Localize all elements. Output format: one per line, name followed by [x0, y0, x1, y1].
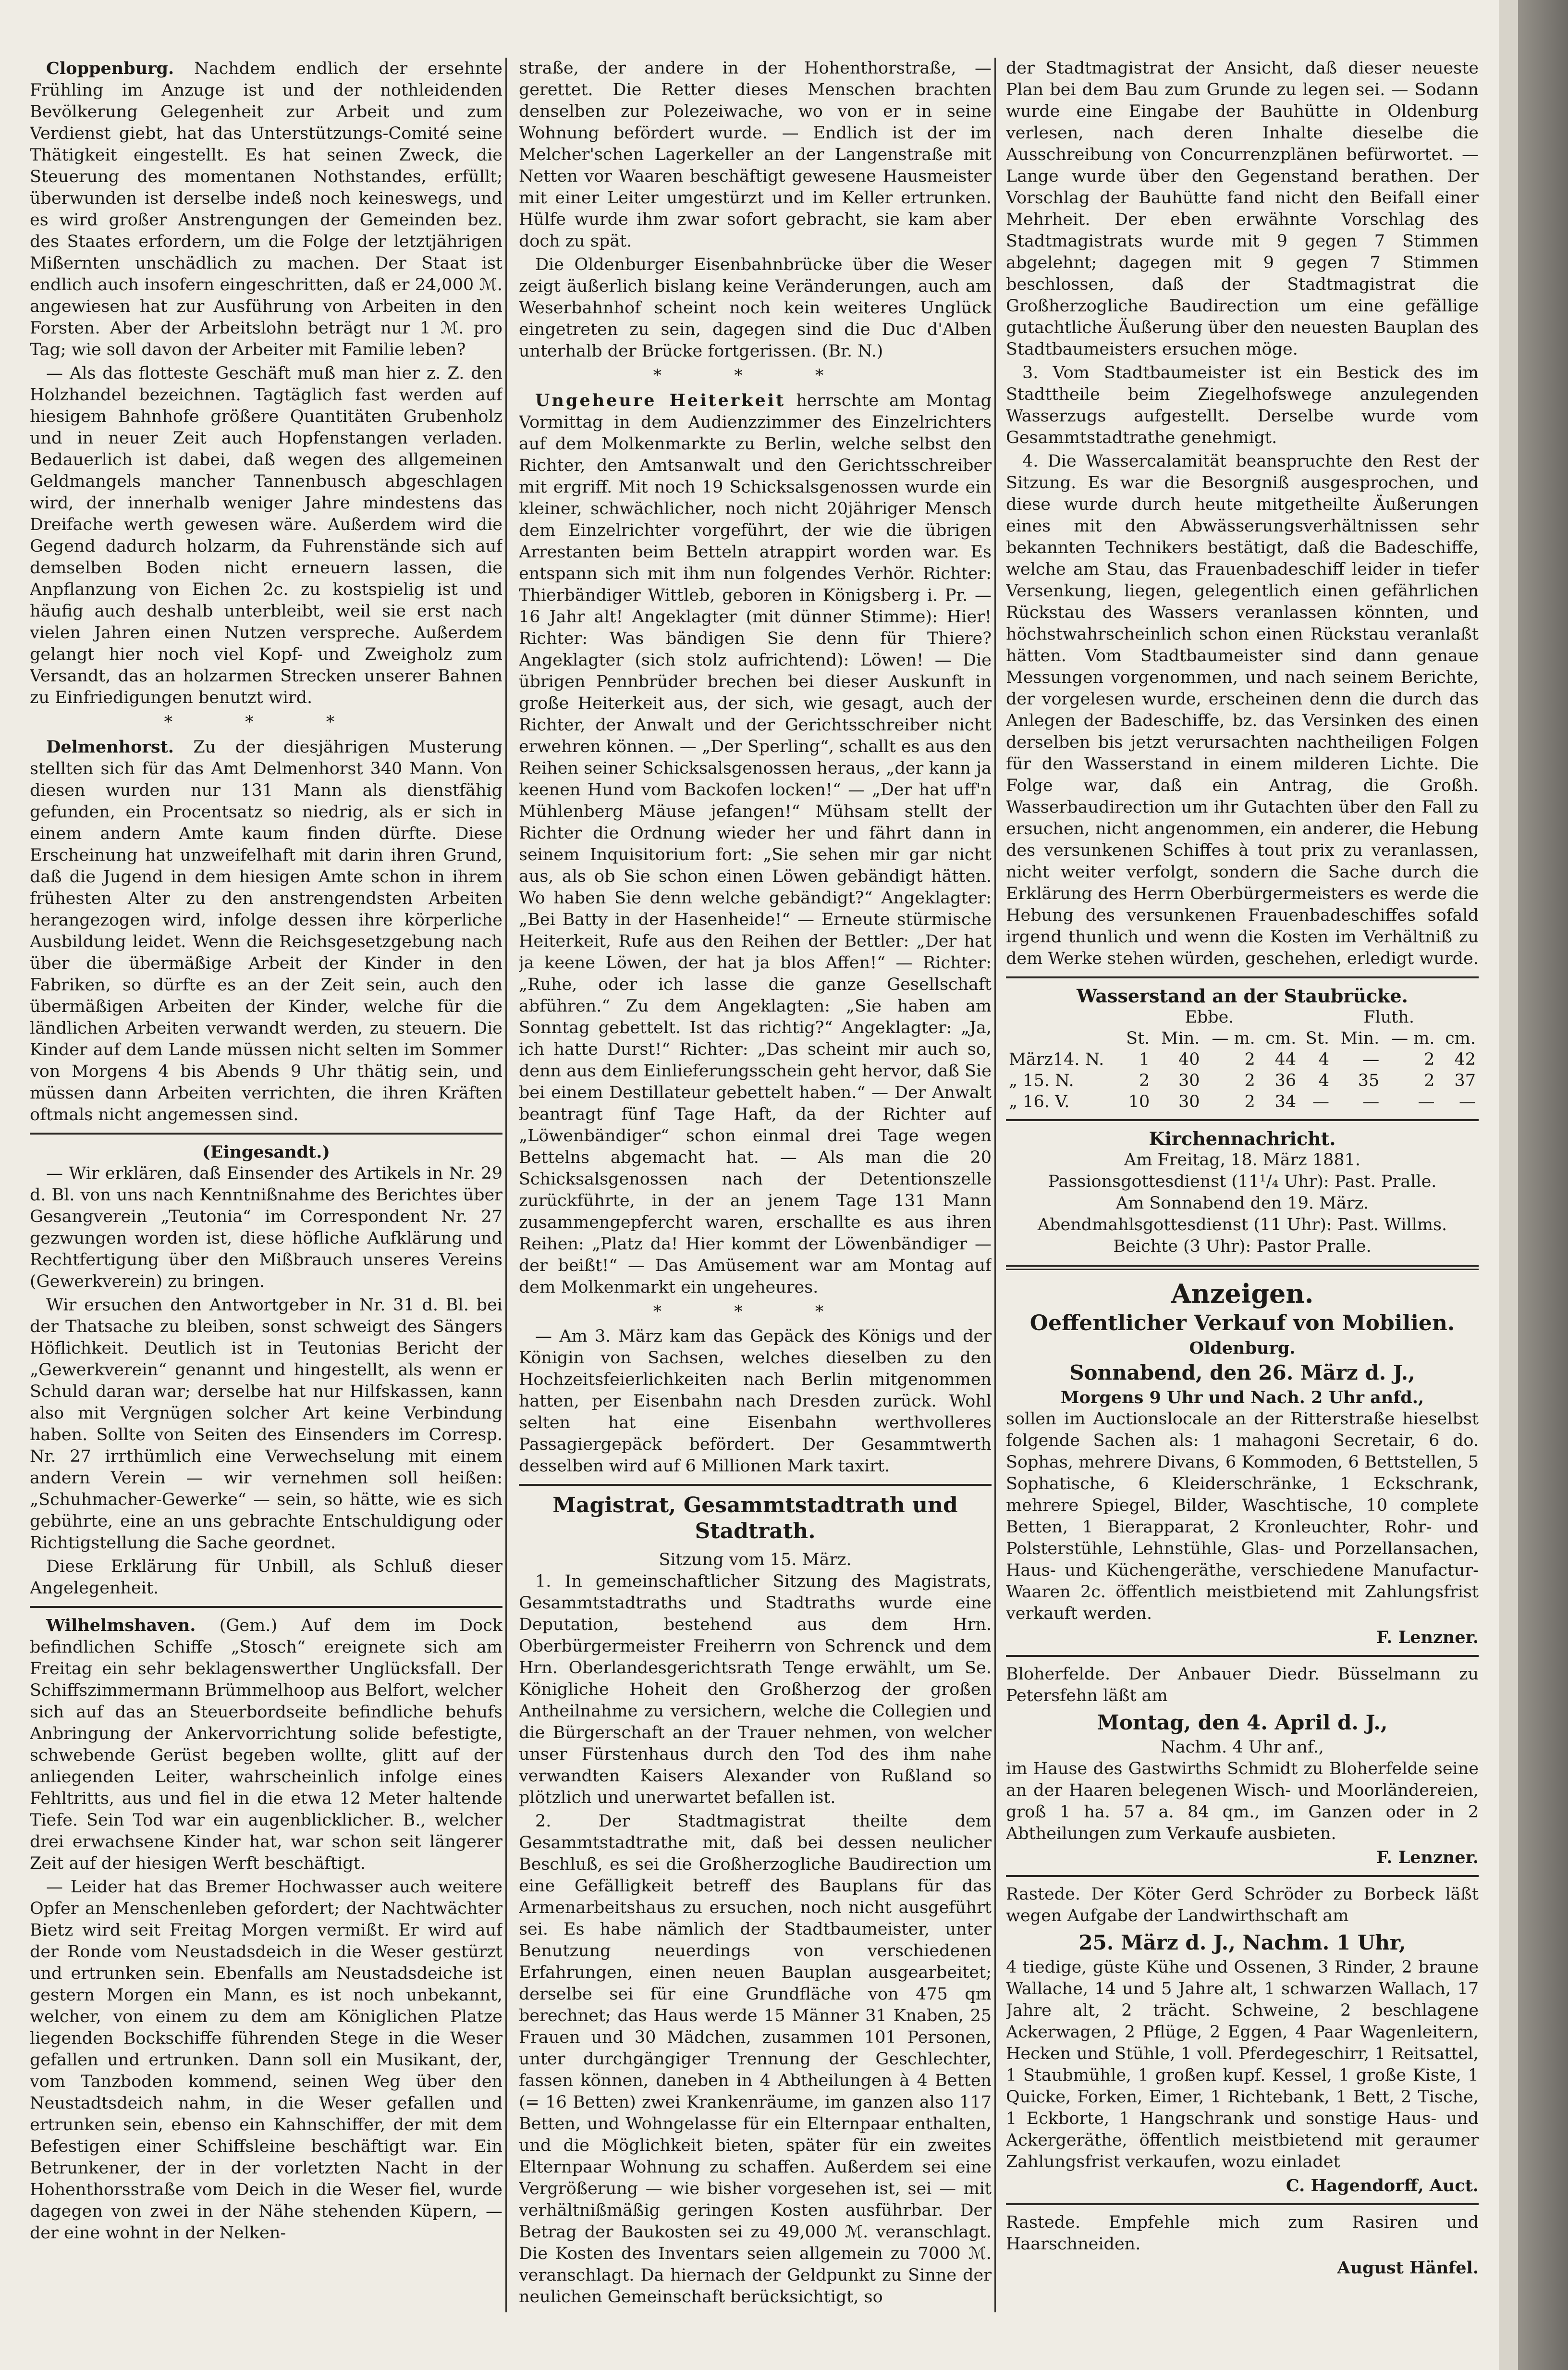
ad-place: Oldenburg.: [1189, 1338, 1296, 1358]
table-cell: „ 16.: [1009, 1092, 1050, 1111]
table-cell: —: [1312, 1092, 1330, 1111]
article-text: Diese Erklärung für Unbill, als Schluß dieser Angelegenheit.: [30, 1557, 502, 1598]
table-row: [1006, 1049, 1479, 1070]
divider: [1006, 976, 1479, 978]
ad-signature: F. Lenzner.: [1376, 1628, 1479, 1647]
article-text: der Stadtmagistrat der Ansicht, daß dieser neueste Plan bei dem Bau zum Grunde zu legen sei. — Sodann wurde eine Eingabe der Bauhütte in Oldenburg verlesen, nach deren Inhalte dieselbe die Ausschreibung von Concurrenzplänen befürwortet. — Lange wurde über den Gegenstand berathen. Der Vorschlag der Bauhütte fand nicht den Beifall einer Mehrheit. Der eben erwähnte Vorschlag des Stadtmagistrats wurde mit 9 gegen 7 Stimmen abgelehnt; dagegen mit 9 gegen 7 Stimmen beschlossen, daß der Stadtmagistrat die Großherzogliche Baudirection um eine gefällige gutachtliche Äußerung über den neuesten Bauplan des Stadtbaumeisters ersuchen möge.: [1006, 59, 1479, 359]
article-text: herrschte am Montag Vormittag in dem Audienzzimmer des Einzelrichters auf dem Molkenmarkte zu Berlin, welche selbst den Richter, den Amtsanwalt und den Gerichtsschreiber mit ergriff. Mit noch 19 Schicksalsgenossen wurde ein kleiner, schwächlicher, noch nicht 20jähriger Mensch dem Einzelrichter vorgeführt, der wie die übrigen Arrestanten beim Betteln atrappirt worden war. Es entspann sich mit ihm nun folgendes Verhör. Richter: Thierbändiger Wittleb, geboren in Königsberg i. Pr. — 16 Jahr alt! Angeklagter (mit dünner Stimme): Hier! Richter: Was bändigen Sie denn für Thiere? Angeklagter (sich stolz aufrichtend): Löwen! — Die übrigen Pennbrüder brechen bei dieser Auskunft in große Heiterkeit aus, der sich, wie gesagt, auch der Richter, der Anwalt und der Gerichtsschreiber nicht erwehren können. — „Der Sperling“, schallt es aus den Reihen seiner Schicksalsgenossen heraus, „der kann ja keenen Hund vom Backofen locken!“ — „Der hat uff'n Mühlenberg Mäuse jefangen!“ Mühsam stellt der Richter die Ordnung wieder her und fährt dann in seinem Inquisitorium fort: „Sie sehen mir gar nicht aus, als ob Sie schon einen Löwen gebändigt hätten. Wo haben Sie denn welche gebändigt?“ Angeklagter: „Bei Batty in der Hasenheide!“ — Erneute stürmische Heiterkeit, Rufe aus den Reihen der Bettler: „Der hat ja keene Löwen, der hat ja blos Affen!“ — Richter: „Ruhe, oder ich lasse die ganze Gesellschaft abführen.“ Zu dem Angeklagten: „Sie haben am Sonntag gebettelt. Ist das richtig?“ Angeklagter: „Ja, ich hatte Durst!“ Richter: „Das scheint mir auch so, denn aus dem Einlieferungsschein geht hervor, daß Sie bei einem Destillateur gebettelt haben.“ — Der Anwalt beantragt fünf Tage Haft, da der Richter auf „Löwenbändiger“ schon einmal drei Tage wegen Bettelns abgemacht hat. — Als man die 20 Schicksalsgenossen nach der Detentionszelle zurückführte, in der an jenem Tage 131 Mann zusammengepfercht waren, erschallte es aus ihren Reihen: „Platz da! Hier kommt der Löwenbändiger — der beißt!“ — Das Amüsement war am Montag auf dem Molkenmarkt ein ungeheures.: [519, 391, 992, 1297]
article-text: — Als das flotteste Geschäft muß man hier z. Z. den Holzhandel bezeichnen. Tagtäglich fast werden auf hiesigem Bahnhofe größere Quantitäten Grubenholz und in neuer Zeit auch Hopfenstangen verladen. Bedauerlich ist dabei, daß wegen des allgemeinen Geldmangels mancher Tannenbusch abgeschlagen wird, der innerhalb weniger Jahre mindestens das Dreifache werth gewesen wäre. Außerdem wird die Gegend dadurch holzarm, da Fuhrenstände sich auf demselben Boden nicht erneuern lassen, die Anpflanzung von Eichen 2c. zu kostspielig ist und häufig auch deshalb unterbleibt, weil sie erst nach vielen Jahren einen Nutzen verspreche. Außerdem gelangt hier noch viel Kopf- und Zweigholz zum Versandt, das an holzarmen Strecken unserer Bahnen zu Einfriedigungen benutzt wird.: [30, 364, 502, 707]
page-edge: [1499, 0, 1518, 2370]
table-cell: —: [1362, 1092, 1380, 1111]
water-level-table: [1006, 1007, 1479, 1112]
table-cell: 2: [1139, 1071, 1150, 1090]
session-date: Sitzung vom 15. März.: [659, 1550, 852, 1569]
column-rule: [505, 58, 507, 2312]
ad-text: im Hause des Gastwirths Schmidt zu Bloherfelde seine an der Haaren belegenen Wisch- und Moorländereien, groß 1 ha. 57 a. 84 qm., im Ganzen oder in 2 Abtheilungen zum Verkaufe ausbieten.: [1006, 1759, 1479, 1843]
place-heading: Cloppenburg.: [46, 59, 174, 78]
ad-text: Rastede. Der Köter Gerd Schröder zu Borbeck läßt wegen Aufgabe der Landwirthschaft am: [1006, 1885, 1479, 1926]
article-text: — Am 3. März kam das Gepäck des Königs und der Königin von Sachsen, welches dieselben zu den Hochzeitsfeierlichkeiten nach Berlin mitgenommen hatten, per Eisenbahn nach Dresden zurück. Wohl selten hat eine Eisenbahn werthvolleres Passagiergepäck befördert. Der Gesammtwerth desselben wird auf 6 Millionen Mark taxirt.: [519, 1327, 992, 1476]
table-cell: 2: [1424, 1071, 1435, 1090]
place-heading: Wilhelmshaven.: [46, 1616, 196, 1635]
ad-text: Rastede. Empfehle mich zum Rasiren und Haarschneiden.: [1006, 2213, 1479, 2254]
table-cell: 2: [1244, 1092, 1255, 1111]
table-header: Ebbe.: [1185, 1008, 1234, 1027]
divider: [30, 1606, 502, 1608]
section-heading: (Eingesandt.): [202, 1142, 330, 1162]
ad-date: 25. März d. J., Nachm. 1 Uhr,: [1078, 1931, 1406, 1954]
table-cell: März14.: [1009, 1050, 1080, 1069]
ad-text: 4 tiedige, güste Kühe und Ossenen, 3 Rinder, 2 braune Wallache, 14 und 5 Jahre alt, 1 schwarzen Wallach, 17 Jahre alt, 2 trächt. Schweine, 2 beschlagene Ackerwagen, 2 Pflüge, 2 Eggen, 4 Paar Wagenleitern, Hecken und Stühle, 1 voll. Pferdegeschirr, 1 Reitsattel, 1 Staubmühle, 1 großen kupf. Kessel, 1 große Kiste, 1 Quicke, Forken, Eimer, 1 Richtebank, 1 Bett, 2 Tische, 1 Eckborte, 1 Hangschrank und sonstige Haus- und Ackergeräthe, öffentlich meistbietend mit geraumer Zahlungsfrist verkaufen, wozu einladet: [1006, 1958, 1479, 2172]
book-edge: [1518, 0, 1568, 2370]
place-heading: Delmenhorst.: [46, 737, 174, 757]
table-header: — m.: [1391, 1029, 1435, 1048]
table-cell: „ 15.: [1009, 1071, 1050, 1090]
article-text: Zu der diesjährigen Musterung stellten sich für das Amt Delmenhorst 340 Mann. Von diesen wurden nur 131 Mann als dienstfähig gefunden, ein Procentsatz so niedrig, als er sich in einem andern Amte kaum finden dürfte. Diese Erscheinung hat unzweifelhaft mit darin ihren Grund, daß die Jugend in dem hiesigen Amte schon in ihrem frühesten Alter zu den anstrengendsten Arbeiten herangezogen wird, infolge dessen ihre körperliche Ausbildung leidet. Wenn die Reichsgesetzgebung nach über die übermäßige Arbeit der Kinder in den Fabriken, so dürfte es an der Zeit sein, auch den übermäßigen Arbeiten der Kinder, welche für die ländlichen Arbeiten verwandt werden, zu steuern. Die Kinder auf dem Lande müssen nicht selten im Sommer von Morgens 4 bis Abends 9 Uhr thätig sein, und müssen dann Arbeiten verrichten, die ihren Kräften oftmals nicht angemessen sind.: [30, 738, 502, 1124]
article-text: 1. In gemeinschaftlicher Sitzung des Magistrats, Gesammtstadtraths und Stadtraths wurde eine Deputation, bestehend aus dem Hrn. Oberbürgermeister Freiherrn von Schrenck und dem Hrn. Oberlandesgerichtsrath Tenge erwählt, um Se. Königliche Hoheit den Großherzog der großen Antheilnahme zu versichern, welche die Collegien und die Bürgerschaft an der Trauer nehmen, von welcher unser Fürstenhaus durch den Tod des ihm nahe verwandten Kaisers Alexander von Rußland so plötzlich und unerwartet befallen ist.: [519, 1572, 992, 1807]
table-header: — m.: [1212, 1029, 1255, 1048]
table-header: Min.: [1340, 1029, 1380, 1048]
column-2: [519, 58, 992, 2312]
section-heading: Kirchennachricht.: [1149, 1128, 1336, 1149]
table-header: St.: [1305, 1029, 1330, 1048]
ad-text: sollen im Auctionslocale an der Ritterstraße hieselbst folgende Sachen als: 1 mahagoni Secretair, 6 do. Sophas, mehrere Divans, 6 Kommoden, 6 Bettstellen, 5 Sophatische, 6 Kleiderschränke, 1 Eckschrank, mehrere Spiegel, Bilder, Waschtische, 10 complete Betten, 1 Bierapparat, 2 Kronleuchter, Rohr- und Polsterstühle, Lehnstühle, Glas- und Porzellansachen, Haus- und Küchengeräthe, verschiedene Manufactur-Waaren 2c. öffentlich meistbietend mit Zahlungsfrist verkauft werden.: [1006, 1409, 1479, 1623]
church-line: Am Freitag, 18. März 1881.: [1124, 1150, 1361, 1170]
table-header: cm.: [1445, 1029, 1476, 1048]
table-row: [1006, 1070, 1479, 1091]
divider: [1006, 2203, 1479, 2205]
table-cell: 40: [1178, 1050, 1200, 1069]
table-cell: 35: [1358, 1071, 1380, 1090]
ad-time: Nachm. 4 Uhr anf.,: [1161, 1738, 1324, 1757]
divider: [519, 1484, 992, 1486]
divider: [1006, 1875, 1479, 1877]
table-cell: N.: [1055, 1071, 1074, 1090]
separator-asterisks: * * *: [164, 713, 368, 732]
table-cell: 36: [1274, 1071, 1297, 1090]
column-3: [1006, 58, 1479, 2312]
article-text: — Leider hat das Bremer Hochwasser auch weitere Opfer an Menschenleben gefordert; der Nachtwächter Bietz wird seit Freitag Morgen vermißt. Er wird auf der Ronde vom Neustadsdeich in die Weser gestürzt und ertrunken sein. Ebenfalls am Neustadsdeiche ist gestern Morgen ein Mann, es ist noch unbekannt, welcher, von einem zu dem am Königlichen Platze liegenden Bockschiffe führenden Stege in die Weser gefallen und ertrunken. Dann soll ein Musikant, der, vom Tanzboden kommend, seinen Weg über den Neustadtsdeich nahm, in die Weser gefallen und ertrunken sein, ebenso ein Kahnschiffer, der mit dem Befestigen einer Schiffsleine beschäftigt war. Ein Betrunkener, der in der vorletzten Nacht in der Hohenthorsstraße vom Deich in die Weser fiel, wurde dagegen von zwei in der Nähe stehenden Küpern, — der eine wohnt in der Nelken-: [30, 1877, 502, 2243]
ad-signature: C. Hagendorff, Auct.: [1286, 2176, 1479, 2196]
separator-asterisks: * * *: [653, 366, 858, 385]
article-text: Die Oldenburger Eisenbahnbrücke über die Weser zeigt äußerlich bislang keine Veränderungen, auch am Weserbahnhof scheint noch kein weiteres Unglück eingetreten zu sein, dagegen sind die Duc d'Alben unterhalb der Brücke fortgerissen. (Br. N.): [519, 255, 992, 361]
ad-signature: F. Lenzner.: [1376, 1848, 1479, 1867]
table-cell: 44: [1274, 1050, 1297, 1069]
divider: [30, 1133, 502, 1135]
table-cell: —: [1459, 1092, 1476, 1111]
church-line: Passionsgottesdienst (11¹/₄ Uhr): Past. Pralle.: [1048, 1172, 1437, 1191]
ad-text: Bloherfelde. Der Anbauer Diedr. Büsselmann zu Petersfehn läßt am: [1006, 1665, 1479, 1705]
table-cell: V.: [1055, 1092, 1070, 1111]
table-cell: —: [1362, 1050, 1380, 1069]
table-header: St.: [1126, 1029, 1150, 1048]
article-text: — Wir erklären, daß Einsender des Artikels in Nr. 29 d. Bl. von uns nach Kenntnißnahme des Berichtes über Gesangverein „Teutonia“ im Correspondent Nr. 27 gezwungen worden ist, diese höfliche Aufklärung und Rechtfertigung über den Mißbrauch unseres Vereins (Gewerkverein) zu bringen.: [30, 1164, 502, 1291]
table-cell: 30: [1178, 1071, 1200, 1090]
table-cell: 2: [1244, 1050, 1255, 1069]
divider: [1006, 1655, 1479, 1657]
divider: [1006, 1119, 1479, 1121]
article-text: Wir ersuchen den Antwortgeber in Nr. 31 d. Bl. bei der Thatsache zu bleiben, sonst schweigt des Sängers Höflichkeit. Deutlich ist in Teutonias Bericht der „Gewerkverein“ genannt und hingestellt, als wenn er Schuld daran war; derselbe hat nur Hilfskassen, kann also mit Vergnügen solcher Art keine Verbindung haben. Sollte von Seiten des Einsenders im Corresp. Nr. 27 irrthümlich eine Verwechselung mit einem andern Verein — wir vernehmen soll heißen: „Schuhmacher-Gewerke“ — sein, so hätte, wie es sich gebührte, eine an uns gebrachte Entschuldigung oder Richtigstellung die Sache geordnet.: [30, 1296, 502, 1553]
table-cell: 2: [1244, 1071, 1255, 1090]
article-text: 2. Der Stadtmagistrat theilte dem Gesammtstadtrathe mit, daß bei dessen neulicher Beschluß, es sei die Großherzogliche Baudirection um eine Gefälligkeit betreff des Bauplans für das Armenarbeitshaus zu ersuchen, noch nicht ausgeführt sei. Es habe nämlich der Stadtbaumeister, unter Benutzung neuerdings von verschiedenen Erfahrungen, einen neuen Bauplan ausgearbeitet; derselbe sei für eine Grundfläche von 475 qm berechnet; das Haus werde 15 Männer 31 Knaben, 25 Frauen und 30 Mädchen, zusammen 101 Personen, unter durchgängiger Trennung der Geschlechter, fassen können, daneben in 4 Abtheilungen à 4 Betten (= 16 Betten) zwei Krankenräume, im ganzen also 117 Betten, und Wohngelasse für ein Elternpaar enthalten, und die Möglichkeit bieten, später für ein zweites Elternpaar Wohnung zu schaffen. Außerdem sei eine Vergrößerung — wie bisher vorgesehen ist, sei — mit verhältnißmäßig geringen Kosten ausführbar. Der Betrag der Baukosten sei zu 49,000 ℳ. veranschlagt. Die Kosten des Inventars seien allgemein zu 7000 ℳ. veranschlagt. Da hiernach der Geldpunkt zu Sinne der neulichen Gemeinschaft berücksichtigt, so: [519, 1812, 992, 2307]
table-row: [1006, 1091, 1479, 1112]
ad-signature: August Hänfel.: [1337, 2258, 1479, 2278]
section-heading: Wasserstand an der Staubrücke.: [1077, 985, 1408, 1007]
church-line: Am Sonnabend den 19. März.: [1115, 1194, 1369, 1213]
article-heading: Ungeheure Heiterkeit: [535, 391, 786, 410]
table-cell: 2: [1424, 1050, 1435, 1069]
table-cell: 42: [1454, 1050, 1476, 1069]
church-line: Beichte (3 Uhr): Pastor Pralle.: [1113, 1237, 1372, 1256]
double-divider: [1006, 1265, 1479, 1270]
article-text: 4. Die Wassercalamität beanspruchte den Rest der Sitzung. Es war die Besorgniß ausgesprochen, und diese wurde durch heute mitgetheilte Äußerungen eines mit den Abwässerungsverhältnissen sehr bekannten Technikers bestätigt, daß die Badeschiffe, welche am Stau, das Frauenbadeschiff leider in tiefer Versenkung, liegen, gelegentlich einen gefährlichen Rückstau des Wassers veranlassen könnten, und höchstwahrscheinlich schon einen Rückstau veranlaßt hätten. Vom Stadtbaumeister sind dann genaue Messungen vorgenommen, und nach seinem Berichte, der vorgelesen wurde, erscheinen denn die durch das Anlegen der Badeschiffe, bz. das Versinken des einen derselben bis jetzt verursachten nachtheiligen Folgen für den Wasserstand in einem milderen Lichte. Die Folge war, daß ein Antrag, die Großh. Wasserbaudirection um ihr Gutachten über den Fall zu ersuchen, nicht angenommen, ein anderer, die Hebung des versunkenen Schiffes à tout prix zu veranlassen, nicht weiter verfolgt, sondern die Sache durch die Erklärung des Herrn Oberbürgermeisters es werde die Hebung des versunkenen Frauenbadeschiffes sofald irgend thunlich und wenn die Kosten im Verhältniß zu dem Werke stehen würden, geschehen, erledigt wurde.: [1006, 452, 1479, 968]
table-cell: 4: [1318, 1050, 1330, 1069]
church-line: Abendmahlsgottesdienst (11 Uhr): Past. Willms.: [1037, 1215, 1447, 1234]
article-text: (Gem.) Auf dem im Dock befindlichen Schiffe „Stosch“ ereignete sich am Freitag ein sehr beklagenswerther Unglücksfall. Der Schiffszimmermann Brümmelhoop aus Belfort, welcher sich auf das an Steuerbordseite befindliche behufs Anbringung der Ankervorrichtung solide befestigte, schwebende Gerüst begeben wollte, glitt auf der anliegenden Leiter, wahrscheinlich infolge eines Fehltritts, aus und fiel in die etwa 12 Meter haltende Tiefe. Sein Tod war ein augenblicklicher. B., welcher drei erwachsene Kinder hat, war schon seit längerer Zeit auf der hiesigen Werft beschäftigt.: [30, 1616, 502, 1873]
column-1: [30, 58, 502, 2312]
table-cell: —: [1418, 1092, 1435, 1111]
table-cell: 34: [1274, 1092, 1297, 1111]
table-header: Min.: [1161, 1029, 1200, 1048]
table-cell: 30: [1178, 1092, 1200, 1111]
table-cell: 10: [1128, 1092, 1150, 1111]
table-cell: 4: [1318, 1071, 1330, 1090]
ads-heading: Anzeigen.: [1171, 1278, 1314, 1309]
section-heading: Magistrat, Gesammtstadtrath und Stadtrath.: [552, 1493, 958, 1543]
ad-time: Morgens 9 Uhr und Nach. 2 Uhr anfd.,: [1060, 1388, 1424, 1407]
separator-asterisks: * * *: [653, 1302, 858, 1321]
table-cell: 37: [1454, 1071, 1476, 1090]
ad-date: Montag, den 4. April d. J.,: [1097, 1711, 1388, 1734]
ad-title: Oeffentlicher Verkauf von Mobilien.: [1029, 1311, 1455, 1335]
column-rule: [994, 58, 996, 2312]
table-cell: 1: [1139, 1050, 1150, 1069]
table-header: cm.: [1265, 1029, 1297, 1048]
article-text: straße, der andere in der Hohenthorstraße, — gerettet. Die Retter dieses Menschen brachten denselben zur Polezeiwache, wo von er in seine Wohnung befördert wurde. — Endlich ist der im Melcher'schen Lagerkeller an der Langenstraße mit Netten vor Waaren beschäftigt gewesene Hausmeister mit einer Leiter umgestürzt und im Keller ertrunken. Hülfe wurde ihm zwar sofort gebracht, sie kam aber doch zu spät.: [519, 59, 992, 251]
table-header: Fluth.: [1363, 1008, 1414, 1027]
article-text: 3. Vom Stadtbaumeister ist ein Bestick des im Stadttheile beim Ziegelhofswege anzulegenden Wasserzugs aufgestellt. Derselbe wurde vom Gesammtstadtrathe genehmigt.: [1006, 363, 1479, 447]
article-text: Nachdem endlich der ersehnte Frühling im Anzuge ist und der nothleidenden Bevölkerung Gelegenheit zur Arbeit und zum Verdienst giebt, hat das Unterstützungs-Comité seine Thätigkeit eingestellt. Es hat seinen Zweck, die Steuerung des momentanen Nothstandes, erfüllt; überwunden ist derselbe indeß noch keineswegs, und es wird großer Anstrengungen der Gemeinden bez. des Staates erfordern, um die Folge der letztjährigen Mißernten unschädlich zu machen. Der Staat ist endlich auch insofern eingeschritten, daß er 24,000 ℳ. angewiesen hat zur Ausführung von Arbeiten in den Forsten. Aber der Arbeitslohn beträgt nur 1 ℳ. pro Tag; wie soll davon der Arbeiter mit Familie leben?: [30, 59, 502, 359]
table-cell: N.: [1085, 1050, 1104, 1069]
ad-date: Sonnabend, den 26. März d. J.,: [1069, 1361, 1415, 1384]
